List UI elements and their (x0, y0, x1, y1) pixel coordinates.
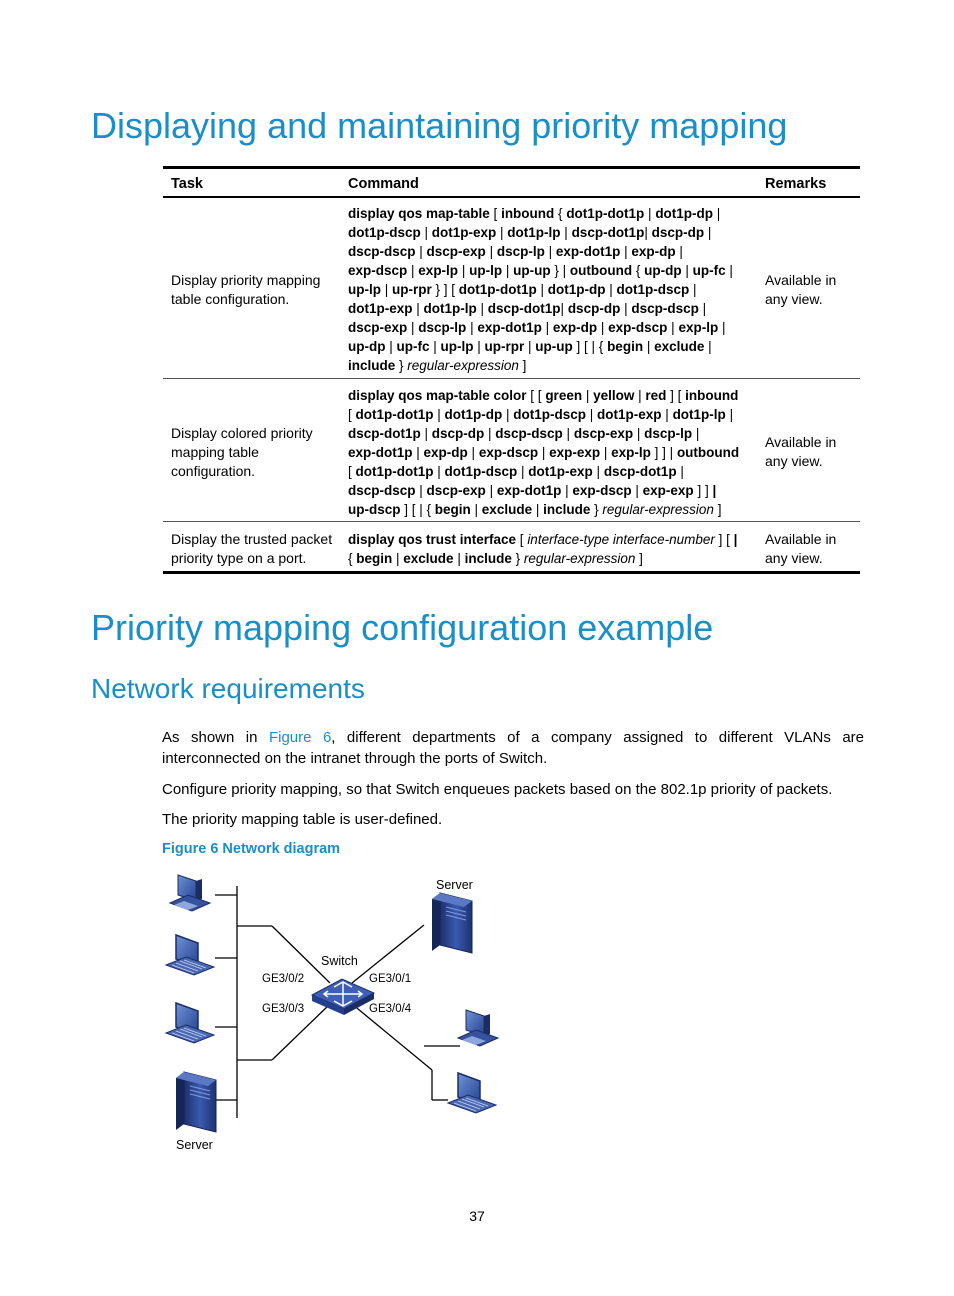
command-line: include } regular-expression ] (348, 358, 527, 373)
figure-6-link[interactable]: Figure 6 (268, 729, 332, 746)
command-line: exp-dot1p | exp-dp | exp-dscp | exp-exp | exp-lp ] ] | outbound (348, 445, 740, 460)
laptop-icon (166, 935, 214, 975)
command-line: up-lp | up-rpr } ] [ dot1p-dot1p | dot1p-dp | dot1p-dscp | (348, 282, 697, 297)
command-line: dscp-dscp | dscp-exp | dscp-lp | exp-dot1p | exp-dp | (348, 244, 683, 259)
command-line: display qos map-table [ inbound { dot1p-dot1p | dot1p-dp | (348, 206, 721, 221)
command-line: [ dot1p-dot1p | dot1p-dp | dot1p-dscp | dot1p-exp | dot1p-lp | (348, 407, 734, 422)
remarks-line: any view. (765, 550, 823, 566)
server-bottom-label: Server (176, 1138, 213, 1152)
page-number: 37 (469, 1208, 485, 1224)
heading-display-maintain: Displaying and maintaining priority mapping (91, 105, 788, 146)
task-line: priority type on a port. (171, 550, 307, 566)
switch-icon (312, 979, 374, 1015)
command-line: dot1p-exp | dot1p-lp | dscp-dot1p| dscp-dp | dscp-dscp | (348, 301, 707, 316)
remarks-line: any view. (765, 291, 823, 307)
command-line: dscp-dscp | dscp-exp | exp-dot1p | exp-dscp | exp-exp ] ] | (348, 483, 717, 498)
command-line: [ dot1p-dot1p | dot1p-dscp | dot1p-exp | dscp-dot1p | (348, 464, 684, 479)
header-remarks: Remarks (765, 176, 827, 192)
port-label-ge304: GE3/0/4 (369, 1003, 412, 1015)
task-line: table configuration. (171, 291, 290, 307)
text-span: , different departments of a company assigned to different VLANs are (331, 729, 864, 746)
server-icon (176, 1072, 216, 1132)
port-label-ge302: GE3/0/2 (262, 973, 305, 985)
paragraph-1-line-2: interconnected on the intranet through the ports of Switch. (162, 750, 548, 767)
command-line: display qos map-table color [ [ green | yellow | red ] [ inbound (348, 388, 739, 403)
remarks-line: Available in (765, 434, 837, 450)
task-line: Display the trusted packet (171, 531, 333, 547)
port-label-ge301: GE3/0/1 (369, 973, 412, 985)
command-line: dscp-dot1p | dscp-dp | dscp-dscp | dscp-exp | dscp-lp | (348, 426, 700, 441)
command-line: dscp-exp | dscp-lp | exp-dot1p | exp-dp | exp-dscp | exp-lp | (348, 320, 726, 335)
command-line: exp-dscp | exp-lp | up-lp | up-up } | outbound { up-dp | up-fc | (348, 263, 733, 278)
pc-icon (458, 1010, 498, 1046)
command-line: up-dscp ] [ | { begin | exclude | include } regular-expression ] (348, 502, 722, 517)
remarks-line: Available in (765, 531, 837, 547)
server-icon (432, 893, 472, 953)
command-line: { begin | exclude | include } regular-expression ] (348, 551, 643, 566)
heading-network-requirements: Network requirements (91, 673, 365, 704)
task-line: Display priority mapping (171, 272, 321, 288)
switch-label: Switch (321, 954, 358, 968)
task-line: Display colored priority (171, 425, 313, 441)
header-command: Command (348, 176, 419, 192)
heading-config-example: Priority mapping configuration example (91, 607, 714, 648)
remarks-line: Available in (765, 272, 837, 288)
pc-icon (170, 875, 210, 911)
command-line: up-dp | up-fc | up-lp | up-rpr | up-up ] [ | { begin | exclude | (348, 339, 712, 354)
port-label-ge303: GE3/0/3 (262, 1003, 305, 1015)
server-top-label: Server (436, 878, 473, 892)
laptop-icon (448, 1073, 496, 1113)
remarks-line: any view. (765, 453, 823, 469)
command-line: dot1p-dscp | dot1p-exp | dot1p-lp | dscp-dot1p| dscp-dp | (348, 225, 712, 240)
command-line: display qos trust interface [ interface-type interface-number ] [ | (348, 532, 738, 547)
header-task: Task (171, 176, 203, 192)
figure-caption: Figure 6 Network diagram (162, 841, 341, 857)
task-line: configuration. (171, 463, 256, 479)
paragraph-2: Configure priority mapping, so that Switch enqueues packets based on the 802.1p priority of packets. (162, 781, 833, 798)
paragraph-3: The priority mapping table is user-defined. (162, 811, 443, 828)
laptop-icon (166, 1003, 214, 1043)
task-line: mapping table (171, 444, 259, 460)
text-span: As shown in (162, 729, 258, 746)
